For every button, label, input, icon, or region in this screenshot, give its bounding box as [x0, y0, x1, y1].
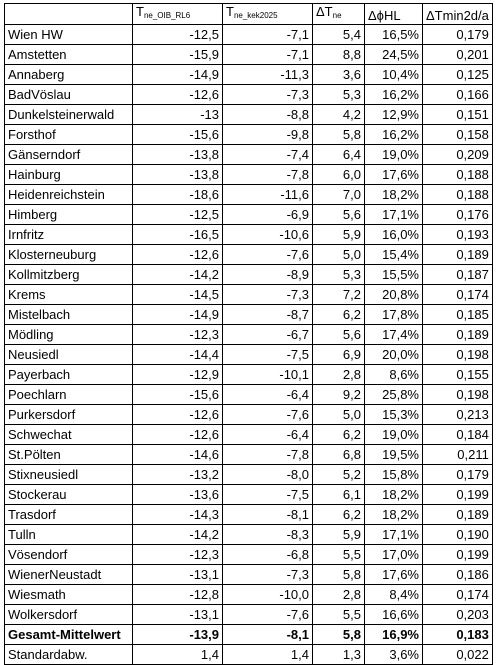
t-ne-kek2025-cell[interactable]: -6,4 — [223, 385, 313, 405]
t-ne-kek2025-cell[interactable]: -7,4 — [223, 145, 313, 165]
delta-tmin2d-cell[interactable]: 0,189 — [423, 245, 493, 265]
station-name-cell[interactable]: Himberg — [5, 205, 133, 225]
delta-t-ne-cell[interactable]: 5,2 — [313, 465, 365, 485]
delta-t-ne-cell[interactable]: 5,0 — [313, 245, 365, 265]
t-ne-oib-rl6-cell[interactable]: -13,8 — [133, 145, 223, 165]
table-row — [5, 545, 493, 565]
delta-phi-hl-cell[interactable]: 12,9% — [365, 105, 423, 125]
delta-phi-hl-cell[interactable]: 16,2% — [365, 125, 423, 145]
t-ne-kek2025-cell[interactable]: -7,3 — [223, 85, 313, 105]
delta-phi-hl-cell[interactable]: 17,4% — [365, 325, 423, 345]
delta-tmin2d-cell[interactable]: 0,193 — [423, 225, 493, 245]
t-ne-oib-rl6-cell[interactable]: -13,1 — [133, 605, 223, 625]
table-row — [5, 205, 493, 225]
header-delta-tmin2d[interactable]: ΔTmin2d/a — [423, 4, 493, 25]
station-name-cell[interactable]: Wien HW — [5, 25, 133, 45]
t-ne-oib-rl6-cell[interactable]: -12,5 — [133, 25, 223, 45]
table-row — [5, 285, 493, 305]
table-row — [5, 325, 493, 345]
t-ne-oib-rl6-cell[interactable]: -12,6 — [133, 405, 223, 425]
delta-tmin2d-cell[interactable]: 0,201 — [423, 45, 493, 65]
t-ne-kek2025-cell[interactable]: -8,7 — [223, 305, 313, 325]
delta-phi-hl-cell[interactable]: 19,5% — [365, 445, 423, 465]
t-ne-kek2025-cell[interactable]: -8,3 — [223, 525, 313, 545]
delta-tmin2d-cell[interactable]: 0,183 — [423, 625, 493, 645]
table-row — [5, 465, 493, 485]
delta-t-ne-cell[interactable]: 5,3 — [313, 265, 365, 285]
t-ne-oib-rl6-cell[interactable]: -14,4 — [133, 345, 223, 365]
table-row — [5, 305, 493, 325]
station-name-cell[interactable]: Stixneusiedl — [5, 465, 133, 485]
delta-t-ne-cell[interactable]: 5,9 — [313, 225, 365, 245]
delta-phi-hl-cell[interactable]: 18,2% — [365, 185, 423, 205]
header-t-ne-kek2025-sub: ne_kek2025 — [233, 11, 278, 20]
delta-t-ne-cell[interactable]: 5,9 — [313, 525, 365, 545]
table-row — [5, 165, 493, 185]
t-ne-oib-rl6-cell[interactable]: -12,3 — [133, 325, 223, 345]
table-row — [5, 365, 493, 385]
delta-phi-hl-cell[interactable]: 15,3% — [365, 405, 423, 425]
station-name-cell[interactable]: Poechlarn — [5, 385, 133, 405]
t-ne-kek2025-cell[interactable]: -8,8 — [223, 105, 313, 125]
table-row — [5, 565, 493, 585]
table-row — [5, 105, 493, 125]
delta-phi-hl-cell[interactable]: 17,6% — [365, 565, 423, 585]
delta-phi-hl-cell[interactable]: 24,5% — [365, 45, 423, 65]
delta-t-ne-cell[interactable]: 5,3 — [313, 85, 365, 105]
station-name-cell[interactable]: Trasdorf — [5, 505, 133, 525]
t-ne-oib-rl6-cell[interactable]: -12,9 — [133, 365, 223, 385]
t-ne-kek2025-cell[interactable]: -7,8 — [223, 445, 313, 465]
t-ne-oib-rl6-cell[interactable]: -12,6 — [133, 85, 223, 105]
delta-tmin2d-cell[interactable]: 0,179 — [423, 465, 493, 485]
delta-tmin2d-cell[interactable]: 0,022 — [423, 645, 493, 665]
station-name-cell[interactable]: Heidenreichstein — [5, 185, 133, 205]
station-name-cell[interactable]: Hainburg — [5, 165, 133, 185]
delta-phi-hl-cell[interactable]: 17,0% — [365, 545, 423, 565]
header-delta-t-ne-sub: ne — [332, 11, 342, 20]
delta-t-ne-cell[interactable]: 6,2 — [313, 505, 365, 525]
t-ne-kek2025-cell[interactable]: -7,1 — [223, 45, 313, 65]
t-ne-oib-rl6-cell[interactable]: -14,9 — [133, 65, 223, 85]
t-ne-kek2025-cell[interactable]: -11,6 — [223, 185, 313, 205]
delta-phi-hl-cell[interactable]: 17,1% — [365, 205, 423, 225]
station-name-cell[interactable]: WienerNeustadt — [5, 565, 133, 585]
delta-tmin2d-cell[interactable]: 0,199 — [423, 545, 493, 565]
delta-t-ne-cell[interactable]: 8,8 — [313, 45, 365, 65]
delta-t-ne-cell[interactable]: 6,8 — [313, 445, 365, 465]
t-ne-kek2025-cell[interactable]: -8,1 — [223, 505, 313, 525]
delta-phi-hl-cell[interactable]: 8,4% — [365, 585, 423, 605]
t-ne-kek2025-cell[interactable]: -10,1 — [223, 365, 313, 385]
station-name-cell[interactable]: Wiesmath — [5, 585, 133, 605]
table-row — [5, 345, 493, 365]
delta-tmin2d-cell[interactable]: 0,187 — [423, 265, 493, 285]
table-row — [5, 185, 493, 205]
header-t-ne-oib-rl6[interactable] — [133, 4, 223, 25]
delta-tmin2d-cell[interactable]: 0,166 — [423, 85, 493, 105]
t-ne-oib-rl6-cell[interactable]: -12,8 — [133, 585, 223, 605]
t-ne-oib-rl6-cell[interactable]: -12,3 — [133, 545, 223, 565]
delta-tmin2d-cell[interactable]: 0,125 — [423, 65, 493, 85]
table-row — [5, 505, 493, 525]
t-ne-kek2025-cell[interactable]: -6,9 — [223, 205, 313, 225]
header-row — [5, 4, 493, 25]
t-ne-oib-rl6-cell[interactable]: 1,4 — [133, 645, 223, 665]
t-ne-kek2025-cell[interactable]: -10,0 — [223, 585, 313, 605]
table-row — [5, 65, 493, 85]
t-ne-kek2025-cell[interactable]: -11,3 — [223, 65, 313, 85]
table-row — [5, 45, 493, 65]
table-row — [5, 85, 493, 105]
t-ne-oib-rl6-cell[interactable]: -13,2 — [133, 465, 223, 485]
delta-t-ne-cell[interactable]: 5,8 — [313, 125, 365, 145]
delta-phi-hl-cell[interactable]: 3,6% — [365, 645, 423, 665]
delta-tmin2d-cell[interactable]: 0,198 — [423, 385, 493, 405]
delta-t-ne-cell[interactable]: 7,2 — [313, 285, 365, 305]
delta-phi-hl-cell[interactable]: 20,8% — [365, 285, 423, 305]
table-row — [5, 245, 493, 265]
delta-t-ne-cell[interactable]: 7,0 — [313, 185, 365, 205]
header-t-ne-oib-rl6-main: T — [136, 4, 144, 19]
delta-tmin2d-cell[interactable]: 0,155 — [423, 365, 493, 385]
table-row — [5, 265, 493, 285]
delta-phi-hl-cell[interactable]: 16,6% — [365, 605, 423, 625]
station-name-cell[interactable]: Annaberg — [5, 65, 133, 85]
delta-tmin2d-cell[interactable]: 0,190 — [423, 525, 493, 545]
delta-tmin2d-cell[interactable]: 0,174 — [423, 585, 493, 605]
header-delta-phi-hl[interactable]: ΔϕHL — [365, 4, 423, 25]
t-ne-oib-rl6-cell[interactable]: -13,8 — [133, 165, 223, 185]
station-name-cell[interactable]: Gesamt-Mittelwert — [5, 625, 133, 645]
header-empty-cell[interactable] — [5, 4, 133, 25]
delta-t-ne-cell[interactable]: 5,8 — [313, 565, 365, 585]
station-name-cell[interactable]: Purkersdorf — [5, 405, 133, 425]
station-name-cell[interactable]: BadVöslau — [5, 85, 133, 105]
t-ne-oib-rl6-cell[interactable]: -12,5 — [133, 205, 223, 225]
delta-phi-hl-cell[interactable]: 16,0% — [365, 225, 423, 245]
header-t-ne-oib-rl6-sub: ne_OIB_RL6 — [143, 11, 191, 20]
t-ne-kek2025-cell[interactable]: -7,1 — [223, 25, 313, 45]
t-ne-oib-rl6-cell[interactable]: -14,2 — [133, 265, 223, 285]
delta-tmin2d-cell[interactable]: 0,184 — [423, 425, 493, 445]
delta-phi-hl-cell[interactable]: 15,4% — [365, 245, 423, 265]
table-row — [5, 125, 493, 145]
station-name-cell[interactable]: Schwechat — [5, 425, 133, 445]
table-row — [5, 25, 493, 45]
delta-tmin2d-cell[interactable]: 0,189 — [423, 325, 493, 345]
table-row — [5, 145, 493, 165]
delta-tmin2d-cell[interactable]: 0,186 — [423, 565, 493, 585]
t-ne-oib-rl6-cell[interactable]: -14,3 — [133, 505, 223, 525]
t-ne-oib-rl6-cell[interactable]: -15,9 — [133, 45, 223, 65]
t-ne-oib-rl6-cell[interactable]: -14,5 — [133, 285, 223, 305]
delta-tmin2d-cell[interactable]: 0,151 — [423, 105, 493, 125]
t-ne-oib-rl6-cell[interactable]: -12,6 — [133, 245, 223, 265]
t-ne-kek2025-cell[interactable]: -10,6 — [223, 225, 313, 245]
delta-t-ne-cell[interactable]: 6,2 — [313, 425, 365, 445]
table-row — [5, 605, 493, 625]
delta-phi-hl-cell[interactable]: 18,2% — [365, 485, 423, 505]
delta-t-ne-cell[interactable]: 5,6 — [313, 205, 365, 225]
delta-t-ne-cell[interactable]: 5,5 — [313, 605, 365, 625]
t-ne-kek2025-cell[interactable]: -7,6 — [223, 245, 313, 265]
t-ne-oib-rl6-cell[interactable]: -13 — [133, 105, 223, 125]
station-name-cell[interactable]: Amstetten — [5, 45, 133, 65]
delta-phi-hl-cell[interactable]: 10,4% — [365, 65, 423, 85]
t-ne-kek2025-cell[interactable]: -7,5 — [223, 485, 313, 505]
delta-phi-hl-cell[interactable]: 15,8% — [365, 465, 423, 485]
t-ne-kek2025-cell[interactable]: -7,5 — [223, 345, 313, 365]
delta-t-ne-cell[interactable]: 2,8 — [313, 365, 365, 385]
delta-t-ne-cell[interactable]: 5,6 — [313, 325, 365, 345]
t-ne-kek2025-cell[interactable]: -7,3 — [223, 565, 313, 585]
t-ne-oib-rl6-cell[interactable]: -16,5 — [133, 225, 223, 245]
delta-tmin2d-cell[interactable]: 0,176 — [423, 205, 493, 225]
delta-t-ne-cell[interactable]: 3,6 — [313, 65, 365, 85]
delta-t-ne-cell[interactable]: 4,2 — [313, 105, 365, 125]
delta-t-ne-cell[interactable]: 1,3 — [313, 645, 365, 665]
station-name-cell[interactable]: Wolkersdorf — [5, 605, 133, 625]
t-ne-oib-rl6-cell[interactable]: -13,1 — [133, 565, 223, 585]
delta-t-ne-cell[interactable]: 6,1 — [313, 485, 365, 505]
t-ne-kek2025-cell[interactable]: -6,8 — [223, 545, 313, 565]
delta-tmin2d-cell[interactable]: 0,179 — [423, 25, 493, 45]
delta-phi-hl-cell[interactable]: 17,6% — [365, 165, 423, 185]
delta-t-ne-cell[interactable]: 5,4 — [313, 25, 365, 45]
table-row — [5, 585, 493, 605]
station-name-cell[interactable]: Neusiedl — [5, 345, 133, 365]
delta-tmin2d-cell[interactable]: 0,158 — [423, 125, 493, 145]
delta-t-ne-cell[interactable]: 6,0 — [313, 165, 365, 185]
table-row — [5, 225, 493, 245]
station-name-cell[interactable]: Gänserndorf — [5, 145, 133, 165]
table-body — [5, 25, 493, 665]
t-ne-oib-rl6-cell[interactable]: -15,6 — [133, 125, 223, 145]
t-ne-kek2025-cell[interactable]: -7,3 — [223, 285, 313, 305]
station-name-cell[interactable]: Vösendorf — [5, 545, 133, 565]
t-ne-oib-rl6-cell[interactable]: -13,6 — [133, 485, 223, 505]
t-ne-kek2025-cell[interactable]: -8,9 — [223, 265, 313, 285]
delta-phi-hl-cell[interactable]: 19,0% — [365, 145, 423, 165]
t-ne-oib-rl6-cell[interactable]: -14,2 — [133, 525, 223, 545]
t-ne-kek2025-cell[interactable]: -8,1 — [223, 625, 313, 645]
delta-phi-hl-cell[interactable]: 16,9% — [365, 625, 423, 645]
delta-tmin2d-cell[interactable]: 0,213 — [423, 405, 493, 425]
delta-phi-hl-cell[interactable]: 15,5% — [365, 265, 423, 285]
station-name-cell[interactable]: Mödling — [5, 325, 133, 345]
delta-t-ne-cell[interactable]: 6,4 — [313, 145, 365, 165]
delta-tmin2d-cell[interactable]: 0,188 — [423, 165, 493, 185]
delta-t-ne-cell[interactable]: 2,8 — [313, 585, 365, 605]
delta-tmin2d-cell[interactable]: 0,203 — [423, 605, 493, 625]
table-row — [5, 405, 493, 425]
station-name-cell[interactable]: Standardabw. — [5, 645, 133, 665]
t-ne-kek2025-cell[interactable]: -7,8 — [223, 165, 313, 185]
station-name-cell[interactable]: Forsthof — [5, 125, 133, 145]
delta-t-ne-cell[interactable]: 9,2 — [313, 385, 365, 405]
t-ne-oib-rl6-cell[interactable]: -18,6 — [133, 185, 223, 205]
table-row — [5, 425, 493, 445]
table-row — [5, 485, 493, 505]
station-name-cell[interactable]: Irnfritz — [5, 225, 133, 245]
delta-tmin2d-cell[interactable]: 0,199 — [423, 485, 493, 505]
header-delta-t-ne-main: ΔT — [316, 4, 333, 19]
station-name-cell[interactable]: Mistelbach — [5, 305, 133, 325]
header-t-ne-kek2025-main: T — [226, 4, 234, 19]
t-ne-oib-rl6-cell[interactable]: -12,6 — [133, 425, 223, 445]
station-name-cell[interactable]: Stockerau — [5, 485, 133, 505]
t-ne-kek2025-cell[interactable]: -8,0 — [223, 465, 313, 485]
header-t-ne-kek2025[interactable] — [223, 4, 313, 25]
t-ne-oib-rl6-cell[interactable]: -14,9 — [133, 305, 223, 325]
delta-phi-hl-cell[interactable]: 8,6% — [365, 365, 423, 385]
t-ne-oib-rl6-cell[interactable]: -13,9 — [133, 625, 223, 645]
station-name-cell[interactable]: Krems — [5, 285, 133, 305]
delta-tmin2d-cell[interactable]: 0,209 — [423, 145, 493, 165]
delta-phi-hl-cell[interactable]: 25,8% — [365, 385, 423, 405]
data-table — [4, 3, 493, 665]
station-name-cell[interactable]: Payerbach — [5, 365, 133, 385]
delta-phi-hl-cell[interactable]: 17,1% — [365, 525, 423, 545]
delta-tmin2d-cell[interactable]: 0,211 — [423, 445, 493, 465]
delta-t-ne-cell[interactable]: 5,5 — [313, 545, 365, 565]
t-ne-kek2025-cell[interactable]: 1,4 — [223, 645, 313, 665]
table-row — [5, 525, 493, 545]
station-name-cell[interactable]: Klosterneuburg — [5, 245, 133, 265]
station-name-cell[interactable]: Kollmitzberg — [5, 265, 133, 285]
delta-tmin2d-cell[interactable]: 0,188 — [423, 185, 493, 205]
delta-phi-hl-cell[interactable]: 19,0% — [365, 425, 423, 445]
t-ne-kek2025-cell[interactable]: -7,6 — [223, 405, 313, 425]
delta-phi-hl-cell[interactable]: 18,2% — [365, 505, 423, 525]
delta-tmin2d-cell[interactable]: 0,198 — [423, 345, 493, 365]
station-name-cell[interactable]: Tulln — [5, 525, 133, 545]
delta-t-ne-cell[interactable]: 5,8 — [313, 625, 365, 645]
t-ne-kek2025-cell[interactable]: -7,6 — [223, 605, 313, 625]
delta-tmin2d-cell[interactable]: 0,174 — [423, 285, 493, 305]
t-ne-kek2025-cell[interactable]: -9,8 — [223, 125, 313, 145]
t-ne-oib-rl6-cell[interactable]: -14,6 — [133, 445, 223, 465]
t-ne-oib-rl6-cell[interactable]: -15,6 — [133, 385, 223, 405]
delta-t-ne-cell[interactable]: 6,9 — [313, 345, 365, 365]
delta-phi-hl-cell[interactable]: 16,5% — [365, 25, 423, 45]
delta-t-ne-cell[interactable]: 6,2 — [313, 305, 365, 325]
table-row — [5, 445, 493, 465]
mean-row — [5, 625, 493, 645]
delta-phi-hl-cell[interactable]: 20,0% — [365, 345, 423, 365]
header-delta-t-ne[interactable] — [313, 4, 365, 25]
t-ne-kek2025-cell[interactable]: -6,4 — [223, 425, 313, 445]
table-row — [5, 385, 493, 405]
t-ne-kek2025-cell[interactable]: -6,7 — [223, 325, 313, 345]
delta-phi-hl-cell[interactable]: 17,8% — [365, 305, 423, 325]
station-name-cell[interactable]: St.Pölten — [5, 445, 133, 465]
delta-tmin2d-cell[interactable]: 0,189 — [423, 505, 493, 525]
delta-phi-hl-cell[interactable]: 16,2% — [365, 85, 423, 105]
station-name-cell[interactable]: Dunkelsteinerwald — [5, 105, 133, 125]
delta-tmin2d-cell[interactable]: 0,185 — [423, 305, 493, 325]
delta-t-ne-cell[interactable]: 5,0 — [313, 405, 365, 425]
